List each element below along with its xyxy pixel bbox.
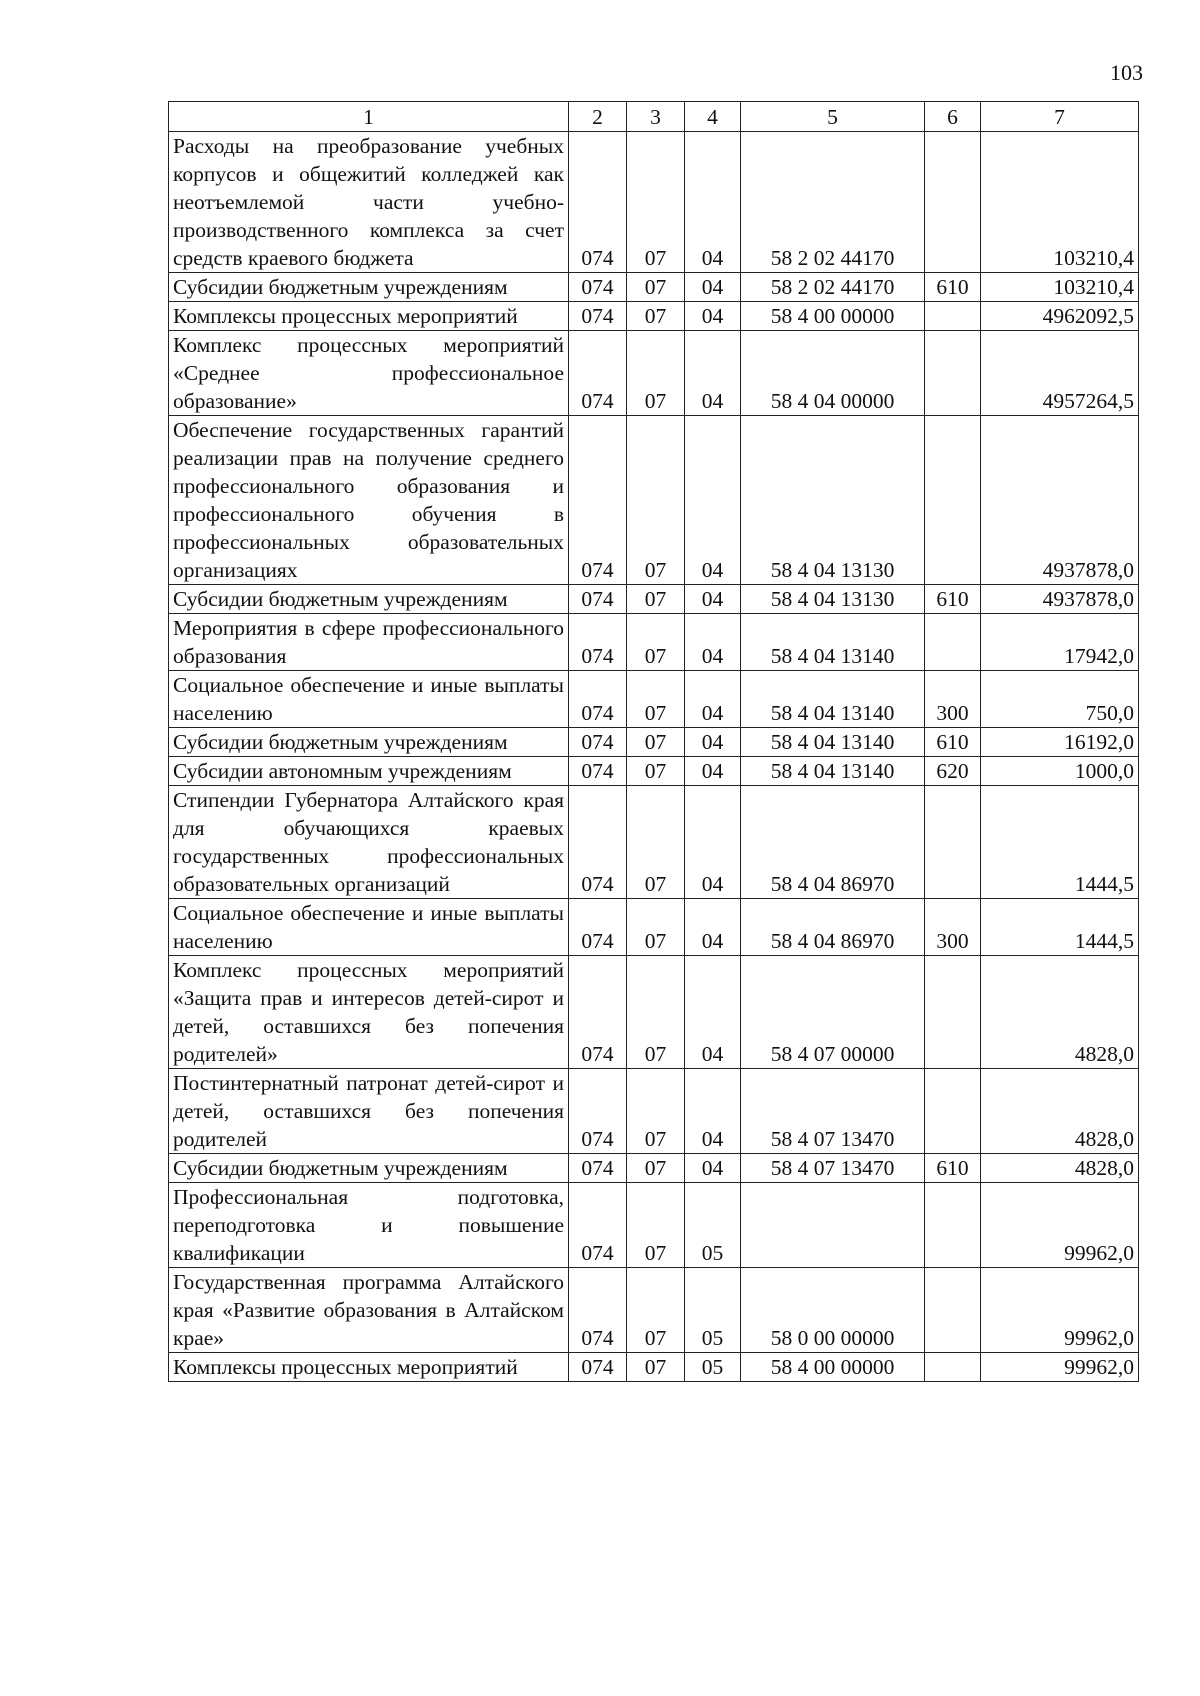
cell-col2: 074 bbox=[569, 757, 627, 786]
cell-name: Субсидии бюджетным учреждениям bbox=[169, 728, 569, 757]
table-row bbox=[169, 1183, 1139, 1268]
cell-col2: 074 bbox=[569, 1069, 627, 1154]
table-row bbox=[169, 1069, 1139, 1154]
cell-name: Комплексы процессных мероприятий bbox=[169, 1353, 569, 1382]
cell-col7: 4937878,0 bbox=[981, 585, 1139, 614]
table-body bbox=[169, 132, 1139, 1382]
cell-col2: 074 bbox=[569, 956, 627, 1069]
table-row bbox=[169, 671, 1139, 728]
cell-col2: 074 bbox=[569, 614, 627, 671]
cell-col6: 610 bbox=[925, 585, 981, 614]
cell-col6 bbox=[925, 614, 981, 671]
cell-col7: 4957264,5 bbox=[981, 331, 1139, 416]
cell-col7: 4828,0 bbox=[981, 1154, 1139, 1183]
cell-col2: 074 bbox=[569, 728, 627, 757]
cell-col5: 58 4 04 13140 bbox=[741, 614, 925, 671]
cell-col6 bbox=[925, 786, 981, 899]
cell-col4: 04 bbox=[685, 786, 741, 899]
column-header-2: 2 bbox=[569, 102, 627, 132]
cell-col5: 58 4 04 13140 bbox=[741, 728, 925, 757]
cell-col5: 58 4 00 00000 bbox=[741, 1353, 925, 1382]
cell-col4: 04 bbox=[685, 956, 741, 1069]
cell-col4: 04 bbox=[685, 899, 741, 956]
cell-col7: 4937878,0 bbox=[981, 416, 1139, 585]
table-row bbox=[169, 132, 1139, 273]
cell-col6 bbox=[925, 416, 981, 585]
cell-col4: 04 bbox=[685, 416, 741, 585]
table-row bbox=[169, 728, 1139, 757]
cell-col6 bbox=[925, 1268, 981, 1353]
cell-col2: 074 bbox=[569, 1154, 627, 1183]
cell-col6 bbox=[925, 1183, 981, 1268]
cell-col6 bbox=[925, 956, 981, 1069]
cell-col5 bbox=[741, 1183, 925, 1268]
cell-col3: 07 bbox=[627, 757, 685, 786]
cell-col6 bbox=[925, 302, 981, 331]
cell-col3: 07 bbox=[627, 132, 685, 273]
cell-col7: 99962,0 bbox=[981, 1183, 1139, 1268]
table-row bbox=[169, 614, 1139, 671]
cell-col7: 16192,0 bbox=[981, 728, 1139, 757]
cell-col7: 103210,4 bbox=[981, 132, 1139, 273]
cell-col3: 07 bbox=[627, 416, 685, 585]
cell-col4: 04 bbox=[685, 585, 741, 614]
cell-col5: 58 4 04 86970 bbox=[741, 899, 925, 956]
cell-col2: 074 bbox=[569, 331, 627, 416]
cell-col7: 103210,4 bbox=[981, 273, 1139, 302]
cell-col4: 04 bbox=[685, 671, 741, 728]
table-row bbox=[169, 1268, 1139, 1353]
cell-col5: 58 4 00 00000 bbox=[741, 302, 925, 331]
cell-col2: 074 bbox=[569, 786, 627, 899]
cell-col3: 07 bbox=[627, 614, 685, 671]
cell-name: Постинтернатный патронат детей-сирот и детей, оставшихся без попечения родителей bbox=[169, 1069, 569, 1154]
cell-col4: 04 bbox=[685, 331, 741, 416]
budget-table bbox=[168, 101, 1139, 1382]
cell-col2: 074 bbox=[569, 302, 627, 331]
cell-col3: 07 bbox=[627, 671, 685, 728]
cell-col5: 58 4 07 13470 bbox=[741, 1069, 925, 1154]
cell-col3: 07 bbox=[627, 1069, 685, 1154]
cell-col7: 17942,0 bbox=[981, 614, 1139, 671]
cell-name: Субсидии автономным учреждениям bbox=[169, 757, 569, 786]
cell-col5: 58 2 02 44170 bbox=[741, 132, 925, 273]
cell-col4: 04 bbox=[685, 1069, 741, 1154]
cell-col2: 074 bbox=[569, 1268, 627, 1353]
cell-col6: 300 bbox=[925, 671, 981, 728]
cell-col3: 07 bbox=[627, 728, 685, 757]
cell-col7: 1444,5 bbox=[981, 899, 1139, 956]
cell-name: Стипендии Губернатора Алтайского края для обучающихся краевых государственных профессиональных образовательных организаций bbox=[169, 786, 569, 899]
cell-col3: 07 bbox=[627, 1268, 685, 1353]
cell-name: Комплекс процессных мероприятий «Среднее профессиональное образование» bbox=[169, 331, 569, 416]
table-row bbox=[169, 1154, 1139, 1183]
cell-col2: 074 bbox=[569, 1353, 627, 1382]
column-header-4: 4 bbox=[685, 102, 741, 132]
cell-col4: 04 bbox=[685, 273, 741, 302]
cell-col2: 074 bbox=[569, 1183, 627, 1268]
cell-name: Комплекс процессных мероприятий «Защита прав и интересов детей-сирот и детей, оставшихся без попечения родителей» bbox=[169, 956, 569, 1069]
cell-col3: 07 bbox=[627, 302, 685, 331]
cell-col5: 58 4 07 00000 bbox=[741, 956, 925, 1069]
cell-col5: 58 4 04 13130 bbox=[741, 416, 925, 585]
cell-col4: 04 bbox=[685, 728, 741, 757]
cell-col5: 58 4 04 13140 bbox=[741, 757, 925, 786]
header-row bbox=[169, 102, 1139, 132]
cell-col4: 04 bbox=[685, 302, 741, 331]
cell-col3: 07 bbox=[627, 956, 685, 1069]
page-number: 103 bbox=[1110, 60, 1143, 85]
table-row bbox=[169, 1353, 1139, 1382]
cell-col2: 074 bbox=[569, 585, 627, 614]
cell-col3: 07 bbox=[627, 1353, 685, 1382]
cell-col2: 074 bbox=[569, 273, 627, 302]
cell-col6: 620 bbox=[925, 757, 981, 786]
column-header-6: 6 bbox=[925, 102, 981, 132]
cell-col6 bbox=[925, 1069, 981, 1154]
column-header-5: 5 bbox=[741, 102, 925, 132]
cell-name: Социальное обеспечение и иные выплаты населению bbox=[169, 671, 569, 728]
table-row bbox=[169, 585, 1139, 614]
cell-col4: 05 bbox=[685, 1268, 741, 1353]
cell-col5: 58 4 04 13140 bbox=[741, 671, 925, 728]
cell-col7: 4828,0 bbox=[981, 1069, 1139, 1154]
cell-col6: 610 bbox=[925, 728, 981, 757]
cell-col6: 610 bbox=[925, 273, 981, 302]
cell-col5: 58 4 04 00000 bbox=[741, 331, 925, 416]
table-row bbox=[169, 416, 1139, 585]
column-header-3: 3 bbox=[627, 102, 685, 132]
cell-col3: 07 bbox=[627, 273, 685, 302]
table-row bbox=[169, 273, 1139, 302]
cell-name: Субсидии бюджетным учреждениям bbox=[169, 585, 569, 614]
cell-col4: 05 bbox=[685, 1183, 741, 1268]
cell-col7: 99962,0 bbox=[981, 1353, 1139, 1382]
cell-col5: 58 0 00 00000 bbox=[741, 1268, 925, 1353]
column-header-1: 1 bbox=[169, 102, 569, 132]
cell-col4: 04 bbox=[685, 614, 741, 671]
table-row bbox=[169, 757, 1139, 786]
cell-col5: 58 4 04 86970 bbox=[741, 786, 925, 899]
cell-col4: 04 bbox=[685, 1154, 741, 1183]
cell-col3: 07 bbox=[627, 786, 685, 899]
cell-col2: 074 bbox=[569, 671, 627, 728]
cell-col7: 750,0 bbox=[981, 671, 1139, 728]
table-row bbox=[169, 302, 1139, 331]
cell-name: Комплексы процессных мероприятий bbox=[169, 302, 569, 331]
cell-col7: 1000,0 bbox=[981, 757, 1139, 786]
cell-col2: 074 bbox=[569, 416, 627, 585]
cell-col3: 07 bbox=[627, 1154, 685, 1183]
cell-col6: 300 bbox=[925, 899, 981, 956]
cell-col4: 04 bbox=[685, 132, 741, 273]
cell-name: Мероприятия в сфере профессионального образования bbox=[169, 614, 569, 671]
table-row bbox=[169, 786, 1139, 899]
cell-col7: 4962092,5 bbox=[981, 302, 1139, 331]
cell-name: Расходы на преобразование учебных корпусов и общежитий колледжей как неотъемлемой части учебно-производственного комплекса за счет средств краевого бюджета bbox=[169, 132, 569, 273]
cell-name: Субсидии бюджетным учреждениям bbox=[169, 273, 569, 302]
table-row bbox=[169, 899, 1139, 956]
cell-col2: 074 bbox=[569, 899, 627, 956]
cell-col5: 58 4 07 13470 bbox=[741, 1154, 925, 1183]
cell-name: Социальное обеспечение и иные выплаты населению bbox=[169, 899, 569, 956]
cell-col3: 07 bbox=[627, 899, 685, 956]
cell-col6 bbox=[925, 1353, 981, 1382]
cell-col4: 04 bbox=[685, 757, 741, 786]
cell-col7: 4828,0 bbox=[981, 956, 1139, 1069]
cell-col5: 58 2 02 44170 bbox=[741, 273, 925, 302]
cell-name: Профессиональная подготовка, переподготовка и повышение квалификации bbox=[169, 1183, 569, 1268]
cell-col7: 99962,0 bbox=[981, 1268, 1139, 1353]
cell-col7: 1444,5 bbox=[981, 786, 1139, 899]
cell-col4: 05 bbox=[685, 1353, 741, 1382]
column-header-7: 7 bbox=[981, 102, 1139, 132]
cell-col6: 610 bbox=[925, 1154, 981, 1183]
cell-name: Обеспечение государственных гарантий реализации прав на получение среднего профессионального образования и профессионального обучения в профессиональных образовательных организациях bbox=[169, 416, 569, 585]
cell-name: Государственная программа Алтайского края «Развитие образования в Алтайском крае» bbox=[169, 1268, 569, 1353]
cell-col3: 07 bbox=[627, 1183, 685, 1268]
cell-col5: 58 4 04 13130 bbox=[741, 585, 925, 614]
cell-col6 bbox=[925, 132, 981, 273]
table-row bbox=[169, 331, 1139, 416]
cell-col3: 07 bbox=[627, 331, 685, 416]
table-row bbox=[169, 956, 1139, 1069]
cell-col2: 074 bbox=[569, 132, 627, 273]
cell-col6 bbox=[925, 331, 981, 416]
cell-col3: 07 bbox=[627, 585, 685, 614]
cell-name: Субсидии бюджетным учреждениям bbox=[169, 1154, 569, 1183]
